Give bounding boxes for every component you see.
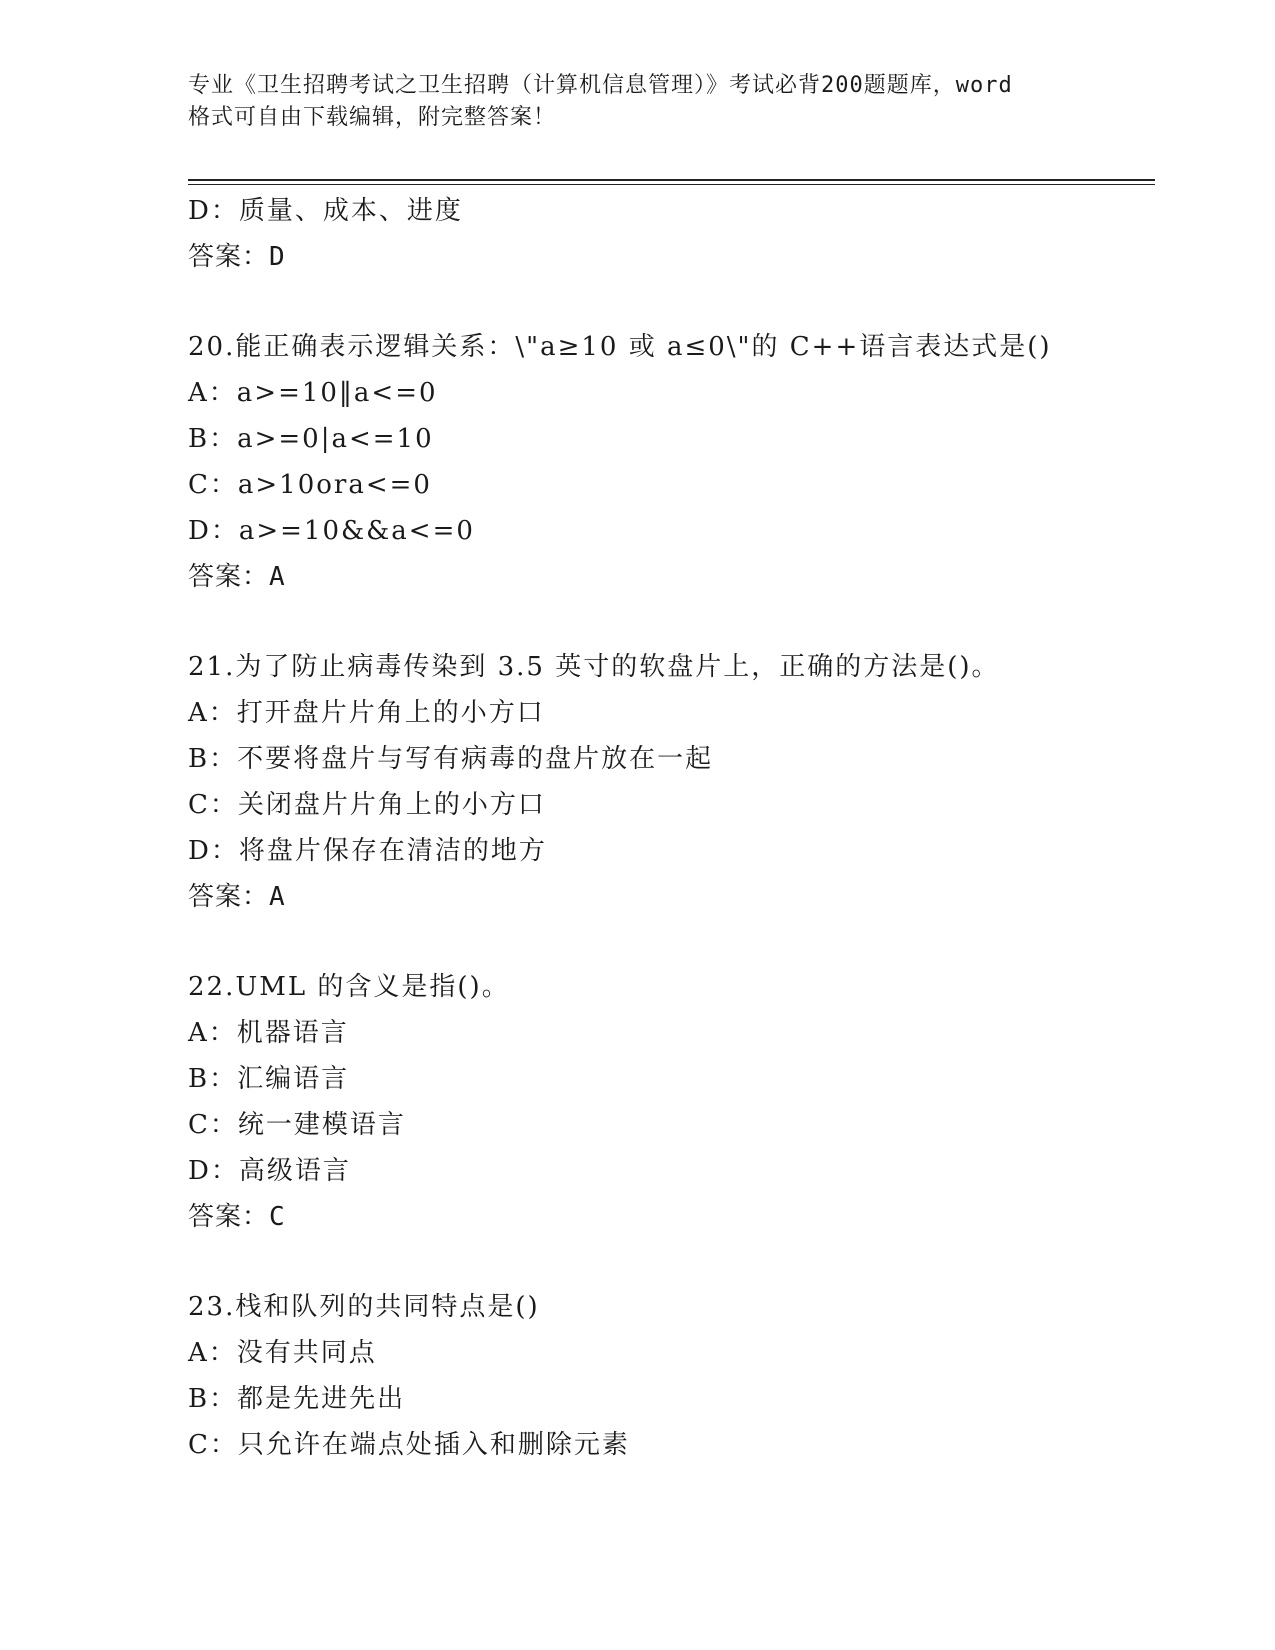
option-d: D：a>=10&&a<=0: [188, 516, 475, 546]
question-block-21: [188, 644, 1148, 920]
option-b: B：汇编语言: [188, 1064, 350, 1094]
question-list: [188, 188, 1148, 1468]
option-b: B：不要将盘片与写有病毒的盘片放在一起: [188, 744, 714, 774]
question-stem: 22.UML 的含义是指()。: [188, 972, 510, 1002]
option-a: A：机器语言: [188, 1018, 349, 1048]
spacer: [188, 1240, 1148, 1284]
option-c: C：a>10ora<=0: [188, 470, 432, 500]
question-stem: 20.能正确表示逻辑关系：\"a≥10 或 a≤0\"的 C++语言表达式是(): [188, 332, 1052, 362]
option-b: B：a>=0|a<=10: [188, 424, 434, 454]
question-block-23: [188, 1284, 1148, 1468]
option-b: B：都是先进先出: [188, 1384, 406, 1414]
answer-line: 答案：D: [188, 242, 286, 272]
spacer: [188, 280, 1148, 324]
answer-line: 答案：A: [188, 882, 286, 912]
option-d: D：将盘片保存在清洁的地方: [188, 836, 547, 866]
option-c: C：统一建模语言: [188, 1110, 406, 1140]
option-d: D：质量、成本、进度: [188, 196, 463, 226]
option-c: C：关闭盘片片角上的小方口: [188, 790, 546, 820]
option-a: A：a>=10‖a<=0: [188, 378, 438, 408]
document-header: [188, 70, 1088, 134]
option-a: A：没有共同点: [188, 1338, 377, 1368]
spacer: [188, 600, 1148, 644]
option-a: A：打开盘片片角上的小方口: [188, 698, 545, 728]
header-title-line-1: 专业《卫生招聘考试之卫生招聘（计算机信息管理）》考试必背200题题库，word: [188, 73, 1013, 98]
question-block-20: [188, 324, 1148, 600]
header-divider-thick: [188, 179, 1155, 181]
header-divider-thin: [188, 184, 1155, 185]
answer-line: 答案：C: [188, 1202, 286, 1232]
question-block-22: [188, 964, 1148, 1240]
answer-line: 答案：A: [188, 562, 286, 592]
question-stem: 21.为了防止病毒传染到 3.5 英寸的软盘片上，正确的方法是()。: [188, 652, 1000, 682]
option-c: C：只允许在端点处插入和删除元素: [188, 1430, 630, 1460]
spacer: [188, 920, 1148, 964]
option-d: D：高级语言: [188, 1156, 351, 1186]
header-title-line-2: 格式可自由下载编辑，附完整答案！: [188, 105, 557, 130]
question-stem: 23.栈和队列的共同特点是(): [188, 1292, 540, 1322]
